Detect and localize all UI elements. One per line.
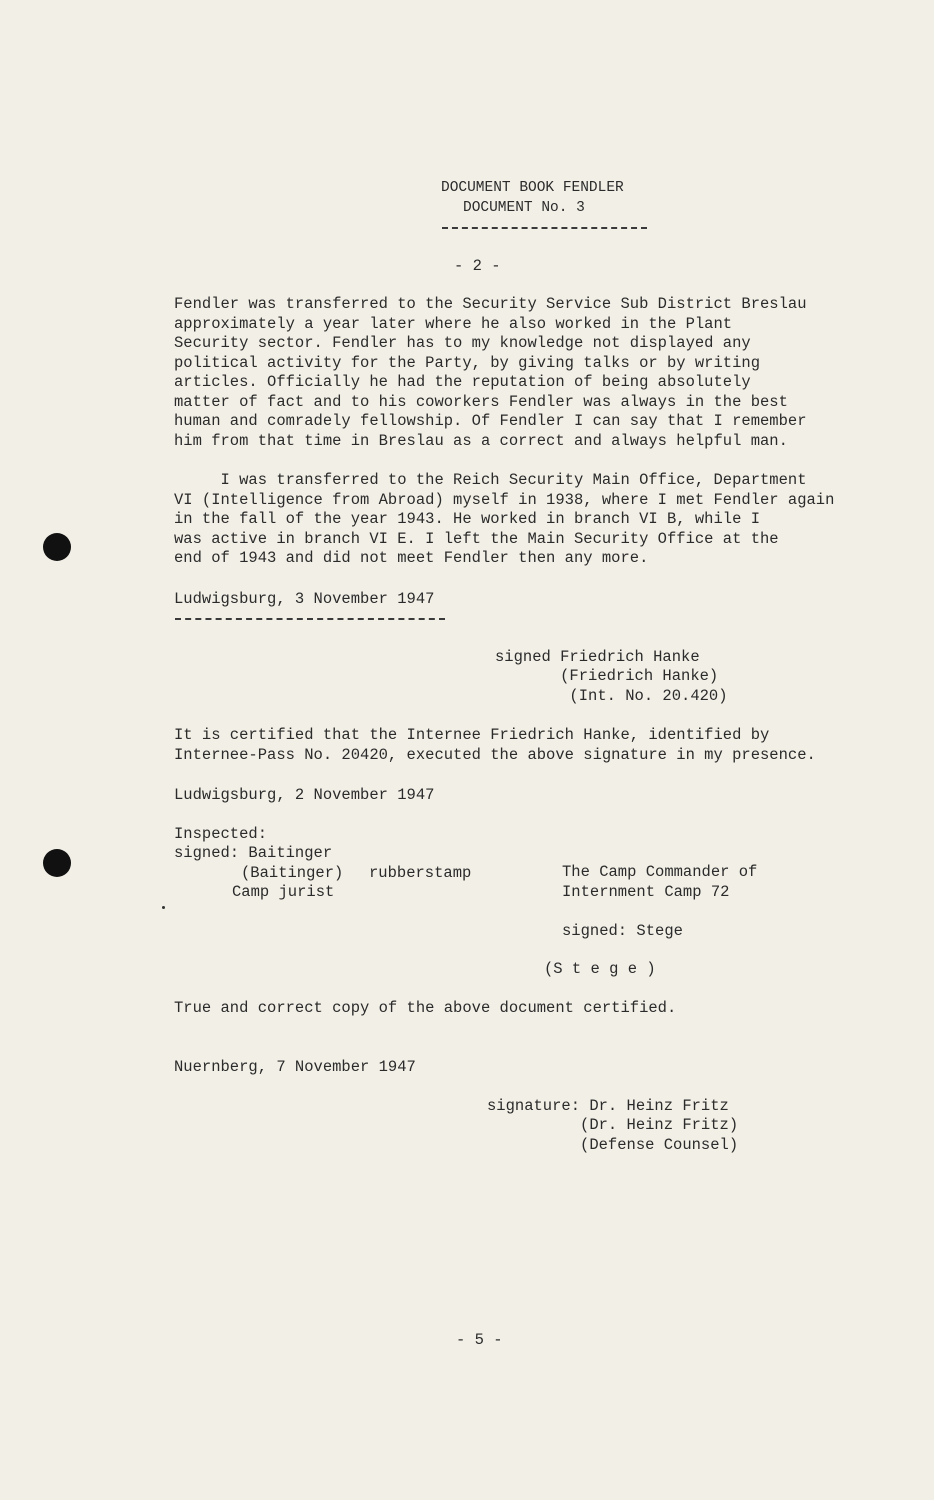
commander-line-2: Internment Camp 72 [562,883,730,901]
paragraph-line: human and comradely fellowship. Of Fendler I can say that I remember [174,412,807,430]
commander-line-1: The Camp Commander of [562,863,758,881]
true-copy-statement: True and correct copy of the above document certified. [174,999,677,1017]
commander-signed: signed: Stege [562,922,683,940]
paragraph-line: approximately a year later where he also worked in the Plant [174,315,733,333]
rubberstamp-note: rubberstamp [369,864,472,882]
paragraph-line: end of 1943 and did not meet Fendler then any more. [174,549,649,567]
paragraph-line: articles. Officially he had the reputation of being absolutely [174,373,751,391]
signature-line: (Defense Counsel) [487,1136,739,1154]
paragraph-line: was active in branch VI E. I left the Main Security Office at the [174,530,779,548]
book-title: DOCUMENT BOOK FENDLER [441,180,624,196]
paragraph-line: political activity for the Party, by giving talks or by writing [174,354,760,372]
signature-line: (Dr. Heinz Fritz) [487,1116,739,1134]
paragraph-line: matter of fact and to his coworkers Fendler was always in the best [174,393,788,411]
place-date-3: Nuernberg, 7 November 1947 [174,1058,416,1076]
document-number: DOCUMENT No. 3 [463,200,585,216]
commander-name: (S t e g e ) [544,960,656,978]
speck-mark [162,906,165,909]
paragraph-line: Fendler was transferred to the Security Service Sub District Breslau [174,295,807,313]
signature-line: (Int. No. 20.420) [495,687,728,705]
punch-hole-top [43,533,71,561]
inspected-label: Inspected: [174,825,268,843]
paragraph-line: Security sector. Fendler has to my knowledge not displayed any [174,334,751,352]
page-marker: - 2 - [454,257,501,275]
certification-line: Internee-Pass No. 20420, executed the above signature in my presence. [174,746,816,764]
signature-line: signature: Dr. Heinz Fritz [487,1097,729,1115]
inspected-signed: signed: Baitinger [174,844,333,862]
place-date-1: Ludwigsburg, 3 November 1947 [174,590,435,608]
paragraph-line: I was transferred to the Reich Security Main Office, Department [174,471,807,489]
paragraph-line: him from that time in Breslau as a correct and always helpful man. [174,432,788,450]
certification-line: It is certified that the Internee Friedrich Hanke, identified by [174,726,770,744]
inspected-role: Camp jurist [232,883,335,901]
paragraph-line: VI (Intelligence from Abroad) myself in 1938, where I met Fendler again [174,491,835,509]
signature-line: signed Friedrich Hanke [495,648,700,666]
date-rule [175,618,445,620]
punch-hole-bottom [43,849,71,877]
place-date-2: Ludwigsburg, 2 November 1947 [174,786,435,804]
signature-line: (Friedrich Hanke) [495,667,719,685]
paragraph-line: in the fall of the year 1943. He worked in branch VI B, while I [174,510,760,528]
header-rule [442,227,647,229]
footer-page-number: - 5 - [456,1331,503,1349]
inspected-name: (Baitinger) [241,864,344,882]
